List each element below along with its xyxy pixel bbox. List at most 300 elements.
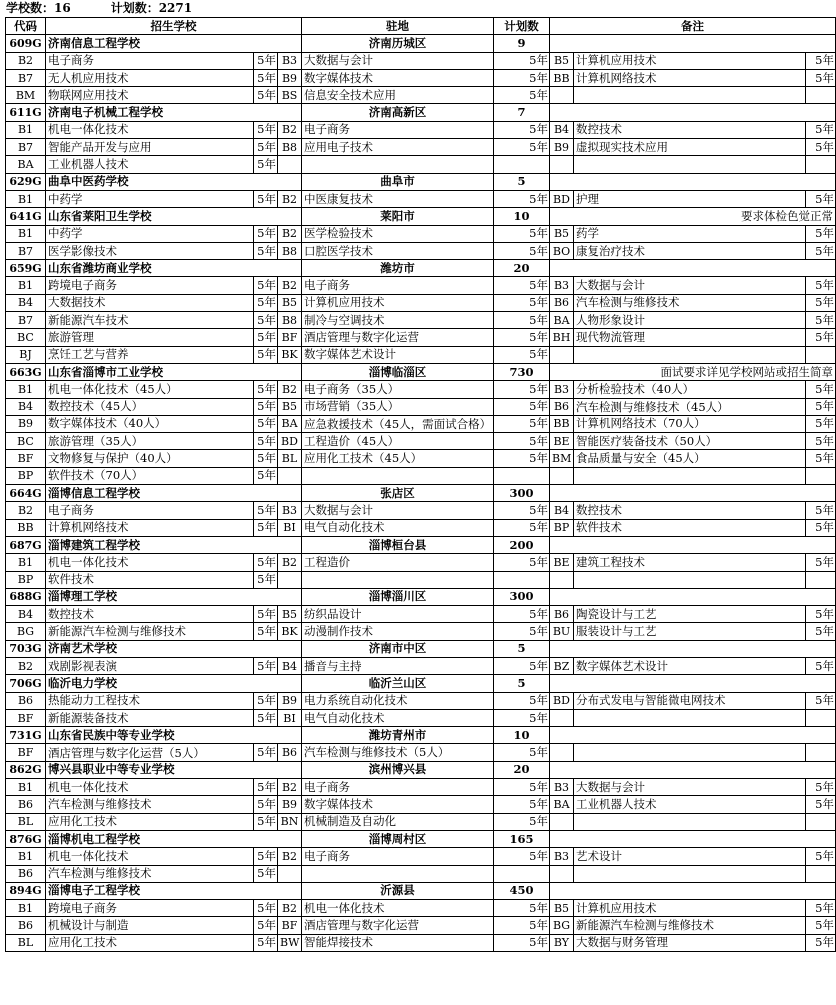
school-row bbox=[6, 363, 836, 380]
major-years: 5年 bbox=[806, 900, 836, 917]
major-code: BA bbox=[278, 415, 302, 432]
major-name bbox=[302, 156, 494, 173]
major-years bbox=[806, 87, 836, 104]
school-location: 潍坊市 bbox=[302, 260, 494, 277]
major-years: 5年 bbox=[806, 398, 836, 415]
major-code: B5 bbox=[550, 900, 574, 917]
major-years: 5年 bbox=[494, 139, 550, 156]
school-row bbox=[6, 830, 836, 847]
major-years: 5年 bbox=[494, 121, 550, 138]
major-code: BI bbox=[278, 709, 302, 726]
major-name: 酒店管理与数字化运营 bbox=[302, 329, 494, 346]
major-row bbox=[6, 277, 836, 294]
major-name: 新能源装备技术 bbox=[46, 709, 254, 726]
major-years: 5年 bbox=[494, 87, 550, 104]
major-name: 大数据技术 bbox=[46, 294, 254, 311]
school-count: 学校数：16 bbox=[6, 1, 71, 15]
school-code: 687G bbox=[6, 536, 46, 553]
major-years: 5年 bbox=[806, 848, 836, 865]
major-years: 5年 bbox=[494, 190, 550, 207]
major-row bbox=[6, 571, 836, 588]
major-years: 5年 bbox=[494, 69, 550, 86]
major-row bbox=[6, 242, 836, 259]
school-plan: 165 bbox=[494, 830, 550, 847]
major-name: 分布式发电与智能微电网技术 bbox=[574, 692, 806, 709]
major-code: BI bbox=[278, 519, 302, 536]
major-years: 5年 bbox=[806, 139, 836, 156]
major-name: 机电一体化技术 bbox=[46, 554, 254, 571]
major-years bbox=[806, 156, 836, 173]
major-name bbox=[574, 156, 806, 173]
major-code: B3 bbox=[550, 779, 574, 796]
major-code: BB bbox=[6, 519, 46, 536]
major-name: 电气自动化技术 bbox=[302, 519, 494, 536]
major-code: B1 bbox=[6, 554, 46, 571]
school-name: 济南艺术学校 bbox=[46, 640, 302, 657]
major-name: 汽车检测与维修技术（5人） bbox=[302, 744, 494, 761]
major-code: B2 bbox=[278, 848, 302, 865]
major-years: 5年 bbox=[494, 779, 550, 796]
major-code bbox=[278, 571, 302, 588]
major-code bbox=[550, 156, 574, 173]
major-years: 5年 bbox=[254, 657, 278, 674]
major-years: 5年 bbox=[806, 796, 836, 813]
school-code: 894G bbox=[6, 882, 46, 899]
school-code: 664G bbox=[6, 485, 46, 502]
major-name: 数字媒体技术 bbox=[302, 69, 494, 86]
major-name: 建筑工程技术 bbox=[574, 554, 806, 571]
major-name: 物联网应用技术 bbox=[46, 87, 254, 104]
major-code: B5 bbox=[550, 52, 574, 69]
major-years: 5年 bbox=[806, 294, 836, 311]
major-code: BA bbox=[550, 796, 574, 813]
school-note bbox=[550, 830, 836, 847]
major-row bbox=[6, 190, 836, 207]
major-code bbox=[550, 87, 574, 104]
major-code bbox=[550, 744, 574, 761]
major-years: 5年 bbox=[494, 277, 550, 294]
major-name: 数字媒体技术（40人） bbox=[46, 415, 254, 432]
major-name: 电子商务 bbox=[46, 502, 254, 519]
major-years bbox=[806, 709, 836, 726]
major-years: 5年 bbox=[806, 242, 836, 259]
major-name: 数字媒体技术 bbox=[302, 796, 494, 813]
major-code: B5 bbox=[278, 398, 302, 415]
school-row bbox=[6, 727, 836, 744]
major-code: B6 bbox=[6, 917, 46, 934]
major-name bbox=[574, 346, 806, 363]
major-years: 5年 bbox=[254, 415, 278, 432]
major-name: 应用化工技术 bbox=[46, 934, 254, 951]
major-code: BL bbox=[6, 934, 46, 951]
major-row bbox=[6, 139, 836, 156]
school-row bbox=[6, 260, 836, 277]
major-name: 纺织品设计 bbox=[302, 606, 494, 623]
major-name: 旅游管理 bbox=[46, 329, 254, 346]
major-name: 大数据与会计 bbox=[574, 779, 806, 796]
major-years: 5年 bbox=[254, 121, 278, 138]
major-years: 5年 bbox=[494, 450, 550, 467]
major-years: 5年 bbox=[494, 692, 550, 709]
major-name bbox=[302, 865, 494, 882]
major-code: BB bbox=[550, 415, 574, 432]
major-code: B8 bbox=[278, 139, 302, 156]
major-name: 智能焊接技术 bbox=[302, 934, 494, 951]
major-code: BY bbox=[550, 934, 574, 951]
major-years: 5年 bbox=[254, 502, 278, 519]
major-years: 5年 bbox=[254, 190, 278, 207]
major-name: 制冷与空调技术 bbox=[302, 312, 494, 329]
major-years: 5年 bbox=[494, 796, 550, 813]
major-years: 5年 bbox=[806, 190, 836, 207]
school-plan: 5 bbox=[494, 675, 550, 692]
major-name: 虚拟现实技术应用 bbox=[574, 139, 806, 156]
major-years: 5年 bbox=[254, 865, 278, 882]
major-years: 5年 bbox=[254, 87, 278, 104]
major-row bbox=[6, 450, 836, 467]
major-code: B2 bbox=[278, 779, 302, 796]
major-name: 电力系统自动化技术 bbox=[302, 692, 494, 709]
major-years: 5年 bbox=[254, 623, 278, 640]
major-code: B2 bbox=[6, 52, 46, 69]
major-name: 电子商务 bbox=[302, 277, 494, 294]
major-name bbox=[302, 467, 494, 484]
major-years: 5年 bbox=[254, 346, 278, 363]
school-row bbox=[6, 173, 836, 190]
school-code: 659G bbox=[6, 260, 46, 277]
school-location: 莱阳市 bbox=[302, 208, 494, 225]
major-row bbox=[6, 312, 836, 329]
school-row bbox=[6, 640, 836, 657]
major-code: BD bbox=[550, 692, 574, 709]
school-note: 要求体检色觉正常 bbox=[550, 208, 836, 225]
major-name bbox=[574, 467, 806, 484]
major-name: 工业机器人技术 bbox=[574, 796, 806, 813]
school-location: 潍坊青州市 bbox=[302, 727, 494, 744]
major-code: B9 bbox=[278, 796, 302, 813]
major-code: B2 bbox=[278, 277, 302, 294]
major-row bbox=[6, 554, 836, 571]
school-name: 淄博建筑工程学校 bbox=[46, 536, 302, 553]
major-code: BJ bbox=[6, 346, 46, 363]
major-name: 播音与主持 bbox=[302, 657, 494, 674]
school-name: 山东省潍坊商业学校 bbox=[46, 260, 302, 277]
major-code: B6 bbox=[6, 865, 46, 882]
school-note bbox=[550, 173, 836, 190]
major-name: 戏剧影视表演 bbox=[46, 657, 254, 674]
major-name: 工业机器人技术 bbox=[46, 156, 254, 173]
school-name: 淄博机电工程学校 bbox=[46, 830, 302, 847]
major-name: 应急救援技术（45人，需面试合格） bbox=[302, 415, 494, 432]
major-name bbox=[574, 744, 806, 761]
major-row bbox=[6, 415, 836, 432]
school-plan: 10 bbox=[494, 727, 550, 744]
major-code: BS bbox=[278, 87, 302, 104]
major-name: 应用化工技术（45人） bbox=[302, 450, 494, 467]
major-code: B3 bbox=[550, 277, 574, 294]
school-note bbox=[550, 104, 836, 121]
school-note bbox=[550, 882, 836, 899]
major-years: 5年 bbox=[494, 346, 550, 363]
major-code bbox=[550, 346, 574, 363]
major-name: 计算机网络技术 bbox=[574, 69, 806, 86]
major-years: 5年 bbox=[806, 312, 836, 329]
major-years: 5年 bbox=[494, 623, 550, 640]
major-name: 软件技术（70人） bbox=[46, 467, 254, 484]
major-years: 5年 bbox=[254, 571, 278, 588]
school-location: 临沂兰山区 bbox=[302, 675, 494, 692]
school-location: 济南高新区 bbox=[302, 104, 494, 121]
major-code: BW bbox=[278, 934, 302, 951]
school-note bbox=[550, 536, 836, 553]
major-years: 5年 bbox=[494, 225, 550, 242]
major-years bbox=[806, 813, 836, 830]
major-years: 5年 bbox=[254, 156, 278, 173]
major-name: 电子商务 bbox=[46, 52, 254, 69]
major-name: 计算机应用技术 bbox=[574, 52, 806, 69]
major-years: 5年 bbox=[494, 519, 550, 536]
major-years: 5年 bbox=[494, 900, 550, 917]
major-code: BL bbox=[6, 813, 46, 830]
major-years: 5年 bbox=[806, 692, 836, 709]
major-code: BK bbox=[278, 623, 302, 640]
school-location: 淄博周村区 bbox=[302, 830, 494, 847]
major-name: 动漫制作技术 bbox=[302, 623, 494, 640]
major-name: 电子商务（35人） bbox=[302, 381, 494, 398]
major-name: 人物形象设计 bbox=[574, 312, 806, 329]
school-name: 临沂电力学校 bbox=[46, 675, 302, 692]
school-plan: 5 bbox=[494, 640, 550, 657]
major-name: 信息安全技术应用 bbox=[302, 87, 494, 104]
major-name: 康复治疗技术 bbox=[574, 242, 806, 259]
major-code: B2 bbox=[278, 381, 302, 398]
school-name: 淄博电子工程学校 bbox=[46, 882, 302, 899]
major-name: 计算机应用技术 bbox=[302, 294, 494, 311]
major-years: 5年 bbox=[494, 242, 550, 259]
major-code: B9 bbox=[550, 139, 574, 156]
school-plan: 730 bbox=[494, 363, 550, 380]
major-years: 5年 bbox=[494, 606, 550, 623]
major-years bbox=[494, 571, 550, 588]
major-row bbox=[6, 865, 836, 882]
major-row bbox=[6, 294, 836, 311]
major-years: 5年 bbox=[494, 415, 550, 432]
school-plan: 200 bbox=[494, 536, 550, 553]
major-years: 5年 bbox=[806, 450, 836, 467]
major-name: 电子商务 bbox=[302, 848, 494, 865]
school-code: 731G bbox=[6, 727, 46, 744]
major-years: 5年 bbox=[806, 606, 836, 623]
major-years: 5年 bbox=[254, 606, 278, 623]
major-row bbox=[6, 692, 836, 709]
major-name: 机械制造及自动化 bbox=[302, 813, 494, 830]
school-location: 曲阜市 bbox=[302, 173, 494, 190]
major-code: BM bbox=[550, 450, 574, 467]
major-code: BN bbox=[278, 813, 302, 830]
major-row bbox=[6, 917, 836, 934]
major-name: 陶瓷设计与工艺 bbox=[574, 606, 806, 623]
major-years: 5年 bbox=[494, 744, 550, 761]
major-code: B9 bbox=[278, 692, 302, 709]
major-name: 机电一体化技术 bbox=[46, 848, 254, 865]
school-note bbox=[550, 588, 836, 605]
school-location: 济南历城区 bbox=[302, 35, 494, 52]
major-code bbox=[278, 865, 302, 882]
school-row bbox=[6, 35, 836, 52]
major-code: B9 bbox=[6, 415, 46, 432]
major-years: 5年 bbox=[494, 848, 550, 865]
major-name: 汽车检测与维修技术 bbox=[46, 796, 254, 813]
major-code: BK bbox=[278, 346, 302, 363]
major-code: BC bbox=[6, 329, 46, 346]
major-name: 汽车检测与维修技术 bbox=[46, 865, 254, 882]
school-row bbox=[6, 882, 836, 899]
major-row bbox=[6, 813, 836, 830]
major-years: 5年 bbox=[806, 657, 836, 674]
major-code: BE bbox=[550, 433, 574, 450]
school-note bbox=[550, 35, 836, 52]
major-years: 5年 bbox=[806, 934, 836, 951]
major-code: BF bbox=[278, 917, 302, 934]
major-code: BG bbox=[6, 623, 46, 640]
school-row bbox=[6, 208, 836, 225]
school-plan: 5 bbox=[494, 173, 550, 190]
major-name: 电子商务 bbox=[302, 121, 494, 138]
school-name: 山东省民族中等专业学校 bbox=[46, 727, 302, 744]
major-code: B2 bbox=[278, 554, 302, 571]
major-code: BD bbox=[278, 433, 302, 450]
summary-line bbox=[6, 0, 192, 17]
major-years: 5年 bbox=[494, 657, 550, 674]
major-code bbox=[550, 467, 574, 484]
major-code: BH bbox=[550, 329, 574, 346]
school-row bbox=[6, 761, 836, 778]
major-years bbox=[494, 156, 550, 173]
major-years: 5年 bbox=[254, 709, 278, 726]
header-code: 代码 bbox=[6, 18, 46, 35]
school-row bbox=[6, 588, 836, 605]
major-years: 5年 bbox=[254, 848, 278, 865]
school-note bbox=[550, 761, 836, 778]
major-name: 无人机应用技术 bbox=[46, 69, 254, 86]
major-code: B2 bbox=[278, 900, 302, 917]
school-code: 611G bbox=[6, 104, 46, 121]
major-code: BG bbox=[550, 917, 574, 934]
major-code bbox=[550, 571, 574, 588]
major-name: 大数据与会计 bbox=[574, 277, 806, 294]
major-code: BD bbox=[550, 190, 574, 207]
school-note bbox=[550, 727, 836, 744]
school-location: 淄博临淄区 bbox=[302, 363, 494, 380]
major-years: 5年 bbox=[254, 934, 278, 951]
major-years: 5年 bbox=[806, 554, 836, 571]
major-code: B3 bbox=[550, 381, 574, 398]
major-name: 酒店管理与数字化运营（5人） bbox=[46, 744, 254, 761]
major-row bbox=[6, 433, 836, 450]
major-years bbox=[806, 467, 836, 484]
major-code: B1 bbox=[6, 900, 46, 917]
major-name: 计算机网络技术（70人） bbox=[574, 415, 806, 432]
school-row bbox=[6, 536, 836, 553]
school-plan: 7 bbox=[494, 104, 550, 121]
major-row bbox=[6, 398, 836, 415]
major-name bbox=[574, 87, 806, 104]
major-name: 跨境电子商务 bbox=[46, 277, 254, 294]
school-name: 曲阜中医药学校 bbox=[46, 173, 302, 190]
major-name: 现代物流管理 bbox=[574, 329, 806, 346]
major-years: 5年 bbox=[494, 433, 550, 450]
major-code bbox=[550, 709, 574, 726]
major-code: B6 bbox=[6, 692, 46, 709]
major-name: 烹饪工艺与营养 bbox=[46, 346, 254, 363]
major-code: BZ bbox=[550, 657, 574, 674]
major-name: 热能动力工程技术 bbox=[46, 692, 254, 709]
school-plan: 20 bbox=[494, 761, 550, 778]
major-row bbox=[6, 467, 836, 484]
major-name: 工程造价 bbox=[302, 554, 494, 571]
major-name: 医学影像技术 bbox=[46, 242, 254, 259]
major-code: BP bbox=[6, 467, 46, 484]
major-row bbox=[6, 796, 836, 813]
major-name bbox=[574, 571, 806, 588]
major-name bbox=[302, 571, 494, 588]
major-code: B3 bbox=[278, 52, 302, 69]
major-name: 计算机网络技术 bbox=[46, 519, 254, 536]
school-code: 862G bbox=[6, 761, 46, 778]
major-name: 应用化工技术 bbox=[46, 813, 254, 830]
major-years: 5年 bbox=[494, 813, 550, 830]
major-code: BO bbox=[550, 242, 574, 259]
school-name: 淄博理工学校 bbox=[46, 588, 302, 605]
major-years: 5年 bbox=[806, 69, 836, 86]
major-code: BU bbox=[550, 623, 574, 640]
major-code: BL bbox=[278, 450, 302, 467]
school-location: 济南市中区 bbox=[302, 640, 494, 657]
major-years: 5年 bbox=[806, 433, 836, 450]
major-years: 5年 bbox=[254, 139, 278, 156]
major-code: B6 bbox=[550, 398, 574, 415]
major-code: B5 bbox=[550, 225, 574, 242]
school-note bbox=[550, 485, 836, 502]
school-location: 淄博淄川区 bbox=[302, 588, 494, 605]
major-years: 5年 bbox=[806, 779, 836, 796]
school-code: 688G bbox=[6, 588, 46, 605]
major-years: 5年 bbox=[254, 52, 278, 69]
school-code: 706G bbox=[6, 675, 46, 692]
school-name: 山东省莱阳卫生学校 bbox=[46, 208, 302, 225]
major-row bbox=[6, 346, 836, 363]
table-header bbox=[6, 18, 836, 35]
major-years: 5年 bbox=[254, 450, 278, 467]
major-code: B2 bbox=[278, 225, 302, 242]
major-years: 5年 bbox=[254, 277, 278, 294]
major-row bbox=[6, 156, 836, 173]
school-name: 博兴县职业中等专业学校 bbox=[46, 761, 302, 778]
major-years: 5年 bbox=[254, 69, 278, 86]
major-code: B4 bbox=[6, 606, 46, 623]
major-name bbox=[574, 813, 806, 830]
major-code bbox=[550, 813, 574, 830]
major-years: 5年 bbox=[494, 934, 550, 951]
header-location: 驻地 bbox=[302, 18, 494, 35]
major-name: 文物修复与保护（40人） bbox=[46, 450, 254, 467]
major-name: 数控技术（45人） bbox=[46, 398, 254, 415]
school-plan: 300 bbox=[494, 588, 550, 605]
major-code: B4 bbox=[278, 657, 302, 674]
major-code: BF bbox=[278, 329, 302, 346]
major-years: 5年 bbox=[806, 329, 836, 346]
major-code: B4 bbox=[6, 398, 46, 415]
